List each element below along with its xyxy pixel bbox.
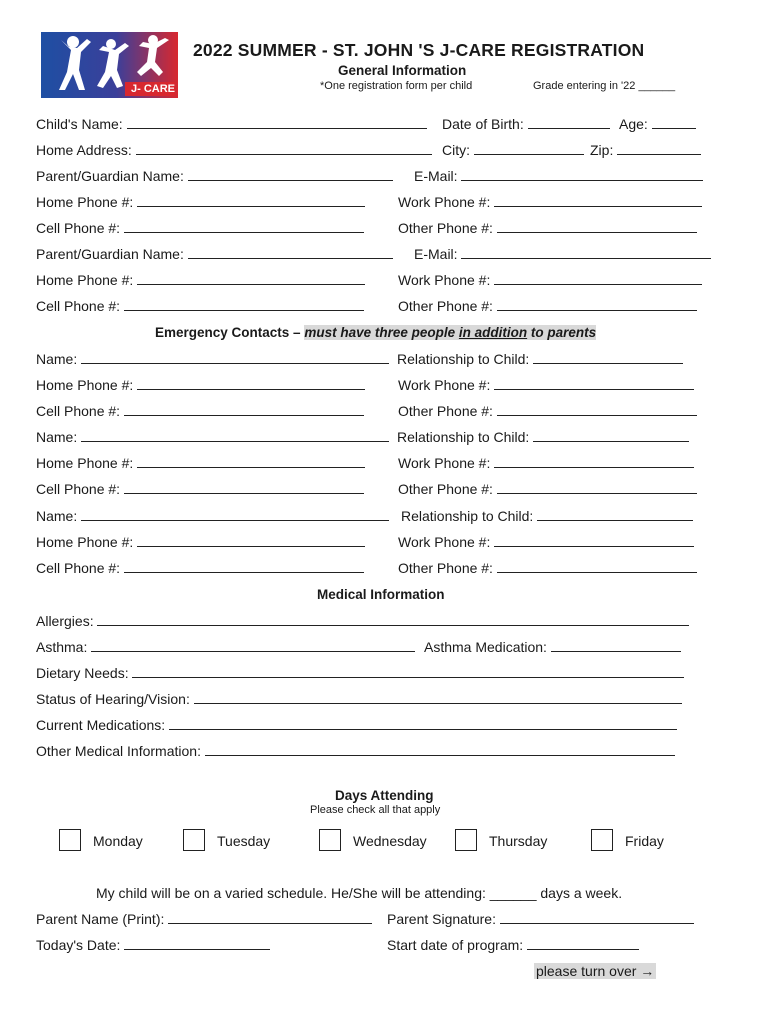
- emergency-heading: Emergency Contacts – must have three people in addition to parents: [155, 325, 597, 340]
- ec3-cell-phone[interactable]: Cell Phone #:: [36, 560, 364, 576]
- wednesday-label: Wednesday: [353, 833, 427, 849]
- guardian1-email-field[interactable]: E-Mail:: [414, 168, 703, 184]
- section-general: General Information: [338, 63, 467, 78]
- dietary-needs-field[interactable]: Dietary Needs:: [36, 665, 684, 681]
- ec3-relationship-field[interactable]: Relationship to Child:: [401, 508, 693, 524]
- guardian1-other-phone[interactable]: Other Phone #:: [398, 220, 697, 236]
- guardian2-work-phone[interactable]: Work Phone #:: [398, 272, 702, 288]
- allergies-field[interactable]: Allergies:: [36, 613, 689, 629]
- guardian1-cell-phone[interactable]: Cell Phone #:: [36, 220, 364, 236]
- thursday-checkbox[interactable]: [455, 829, 477, 851]
- parent-name-field[interactable]: Parent Name (Print):: [36, 911, 372, 927]
- days-subheading: Please check all that apply: [310, 804, 441, 816]
- ec2-name-field[interactable]: Name:: [36, 429, 389, 445]
- ec1-relationship-field[interactable]: Relationship to Child:: [397, 351, 683, 367]
- ec2-other-phone[interactable]: Other Phone #:: [398, 481, 697, 497]
- ec3-other-phone[interactable]: Other Phone #:: [398, 560, 697, 576]
- grade-entering: Grade entering in '22 ______: [533, 80, 676, 92]
- guardian1-name-field[interactable]: Parent/Guardian Name:: [36, 168, 393, 184]
- todays-date-field[interactable]: Today's Date:: [36, 937, 270, 953]
- ec2-relationship-field[interactable]: Relationship to Child:: [397, 429, 689, 445]
- current-medications-field[interactable]: Current Medications:: [36, 717, 677, 733]
- ec3-name-field[interactable]: Name:: [36, 508, 389, 524]
- friday-checkbox[interactable]: [591, 829, 613, 851]
- varied-schedule-line[interactable]: My child will be on a varied schedule. He/She will be attending: ______ days a week.: [96, 885, 623, 901]
- days-heading: Days Attending: [335, 788, 434, 803]
- start-date-field[interactable]: Start date of program:: [387, 937, 639, 953]
- guardian2-home-phone[interactable]: Home Phone #:: [36, 272, 365, 288]
- medical-heading: Medical Information: [317, 587, 445, 602]
- tuesday-label: Tuesday: [217, 833, 271, 849]
- monday-label: Monday: [93, 833, 143, 849]
- dob-field[interactable]: Date of Birth:: [442, 116, 610, 132]
- zip-field[interactable]: Zip:: [590, 142, 701, 158]
- other-medical-field[interactable]: Other Medical Information:: [36, 743, 675, 759]
- age-field[interactable]: Age:: [619, 116, 696, 132]
- parent-signature-field[interactable]: Parent Signature:: [387, 911, 694, 927]
- registration-note: *One registration form per child: [320, 80, 473, 92]
- ec2-home-phone[interactable]: Home Phone #:: [36, 455, 365, 471]
- city-field[interactable]: City:: [442, 142, 584, 158]
- child-name-field[interactable]: Child's Name:: [36, 116, 427, 132]
- ec2-work-phone[interactable]: Work Phone #:: [398, 455, 694, 471]
- logo-text: J- CARE: [131, 83, 176, 95]
- ec3-home-phone[interactable]: Home Phone #:: [36, 534, 365, 550]
- tuesday-checkbox[interactable]: [183, 829, 205, 851]
- asthma-field[interactable]: Asthma:: [36, 639, 415, 655]
- friday-label: Friday: [625, 833, 664, 849]
- monday-checkbox[interactable]: [59, 829, 81, 851]
- guardian1-work-phone[interactable]: Work Phone #:: [398, 194, 702, 210]
- ec1-home-phone[interactable]: Home Phone #:: [36, 377, 365, 393]
- turn-over-note: please turn over →: [536, 963, 655, 979]
- hearing-vision-field[interactable]: Status of Hearing/Vision:: [36, 691, 682, 707]
- ec1-other-phone[interactable]: Other Phone #:: [398, 403, 697, 419]
- wednesday-checkbox[interactable]: [319, 829, 341, 851]
- jcare-logo: [41, 32, 178, 98]
- guardian2-name-field[interactable]: Parent/Guardian Name:: [36, 246, 393, 262]
- form-title: 2022 SUMMER - ST. JOHN 'S J-CARE REGISTRATION: [193, 40, 645, 60]
- asthma-medication-field[interactable]: Asthma Medication:: [424, 639, 681, 655]
- ec1-name-field[interactable]: Name:: [36, 351, 389, 367]
- ec3-work-phone[interactable]: Work Phone #:: [398, 534, 694, 550]
- ec2-cell-phone[interactable]: Cell Phone #:: [36, 481, 364, 497]
- guardian2-other-phone[interactable]: Other Phone #:: [398, 298, 697, 314]
- thursday-label: Thursday: [489, 833, 548, 849]
- guardian2-email-field[interactable]: E-Mail:: [414, 246, 711, 262]
- home-address-field[interactable]: Home Address:: [36, 142, 432, 158]
- guardian2-cell-phone[interactable]: Cell Phone #:: [36, 298, 364, 314]
- ec1-work-phone[interactable]: Work Phone #:: [398, 377, 694, 393]
- guardian1-home-phone[interactable]: Home Phone #:: [36, 194, 365, 210]
- ec1-cell-phone[interactable]: Cell Phone #:: [36, 403, 364, 419]
